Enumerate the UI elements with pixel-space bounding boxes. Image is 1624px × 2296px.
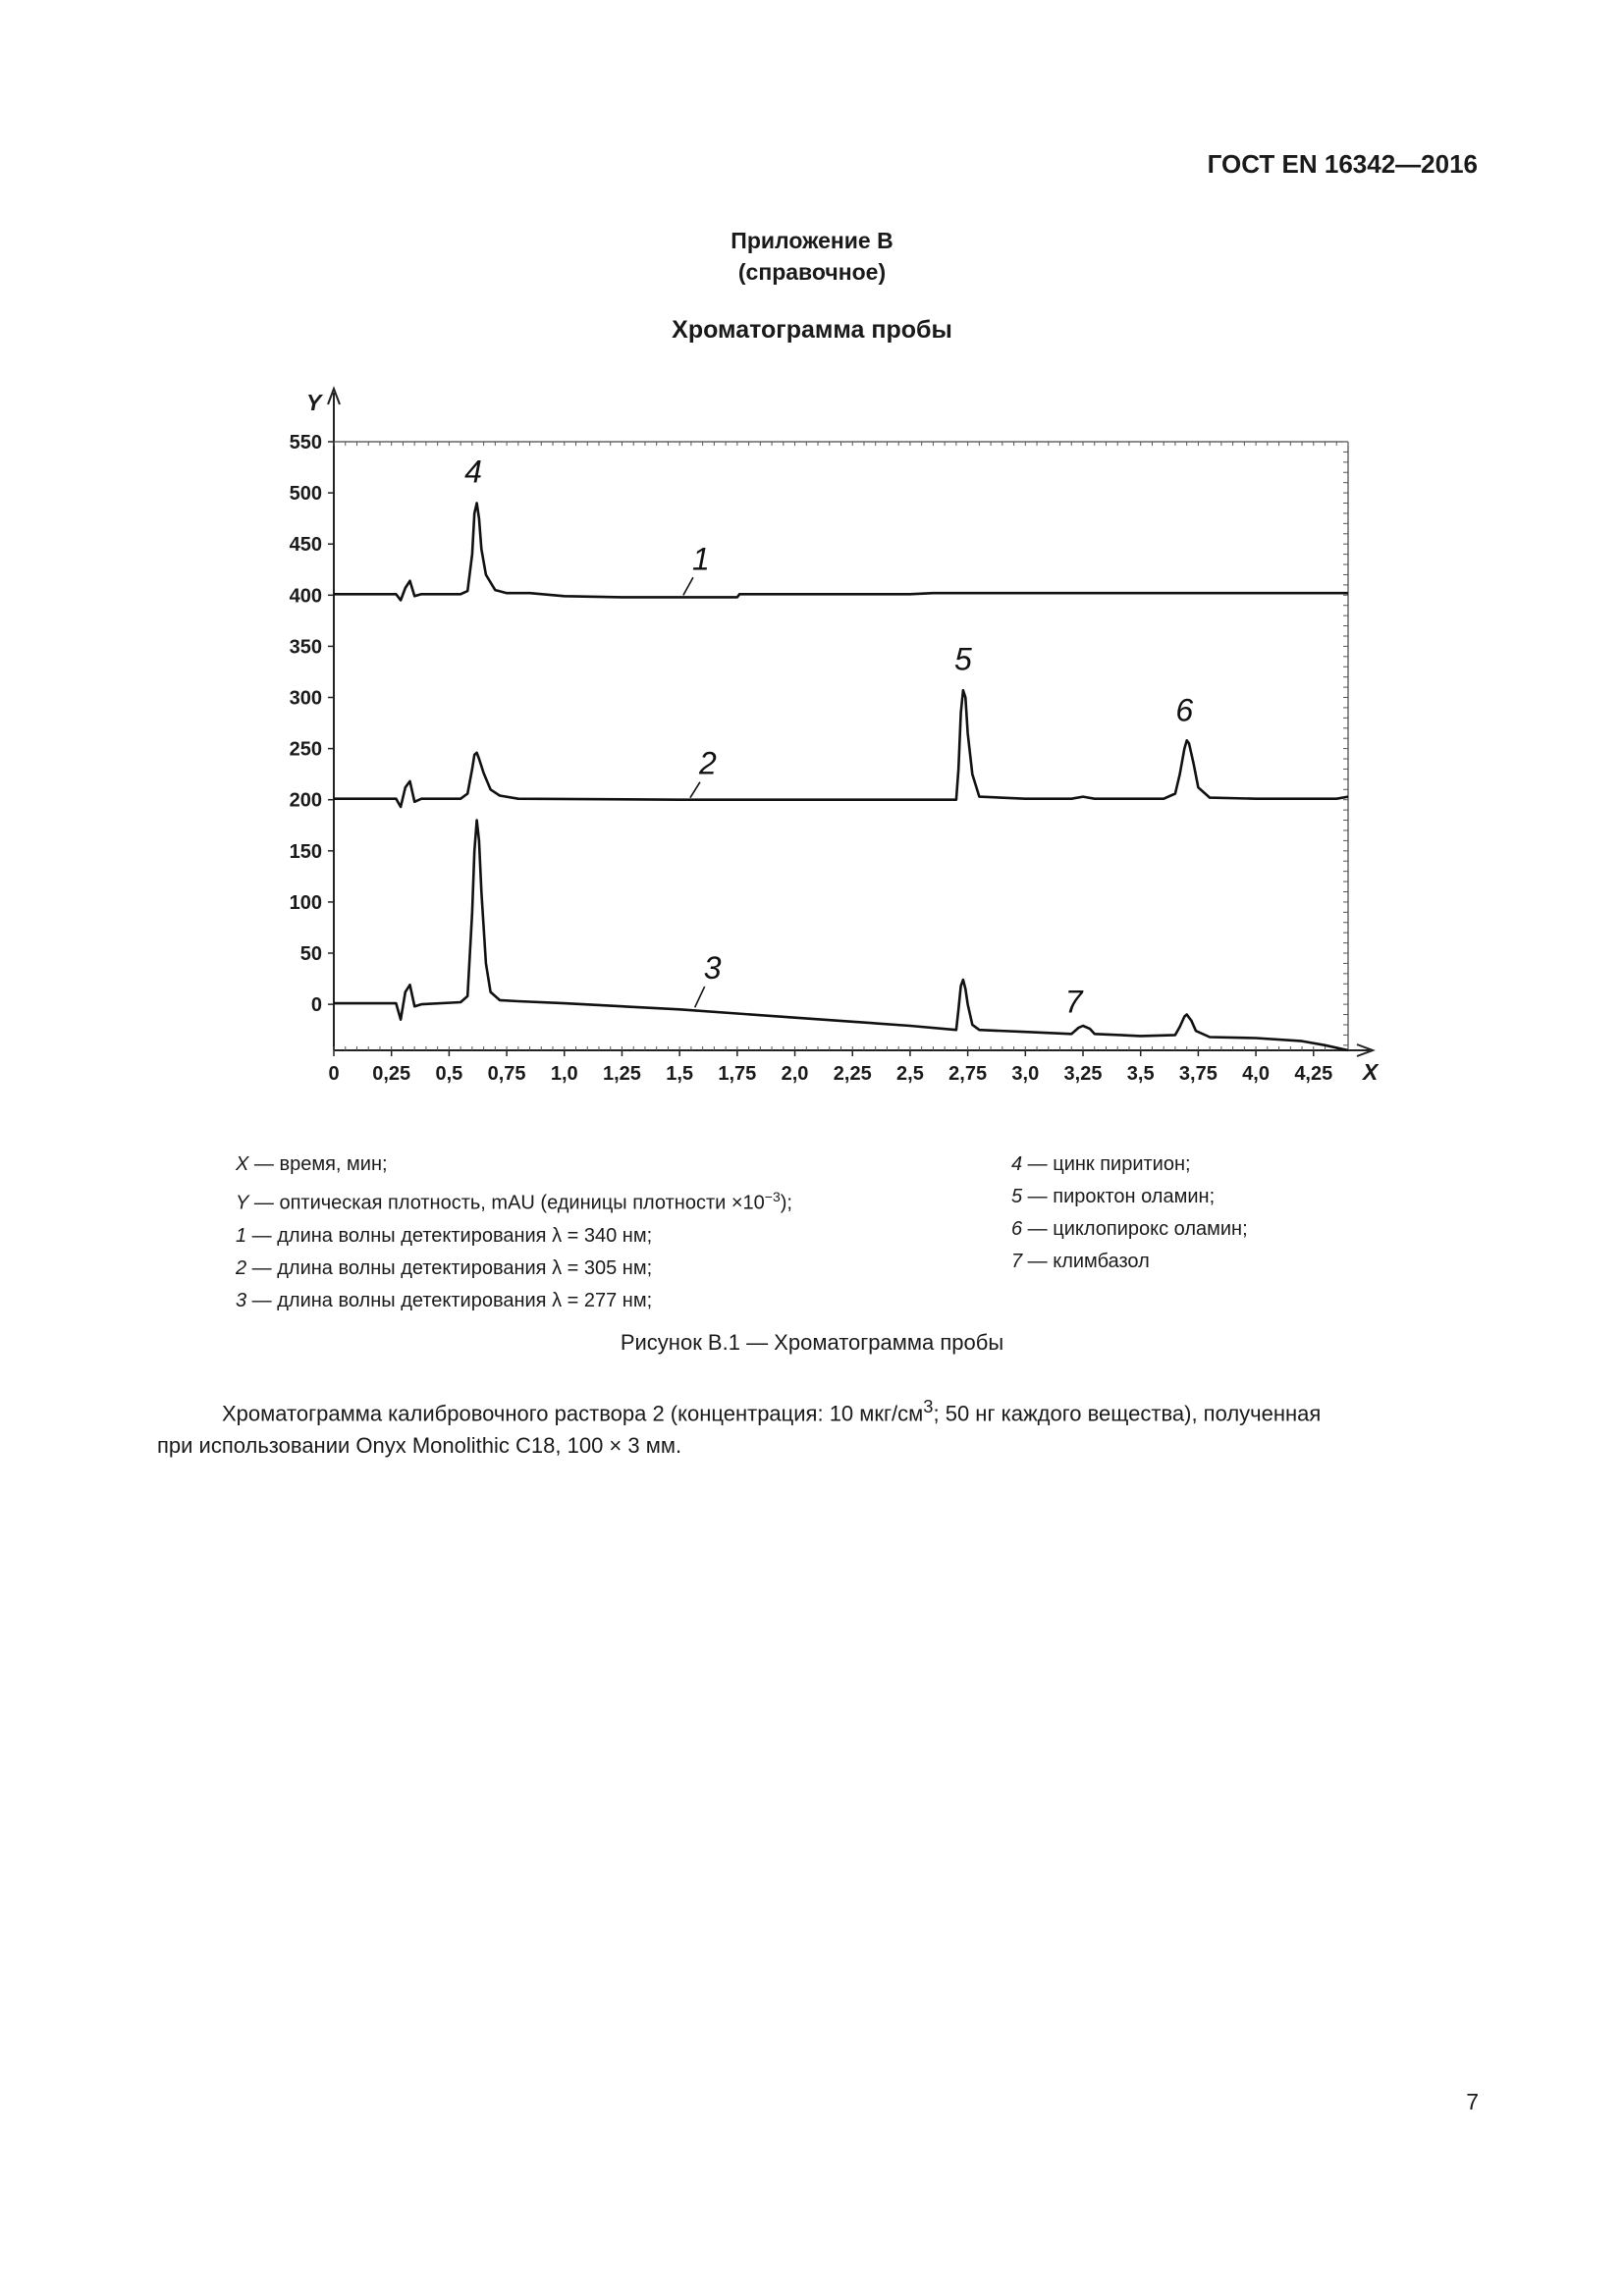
legend-key: 1 [236, 1224, 247, 1247]
series-leader-3 [695, 987, 705, 1007]
y-tick-label: 300 [289, 687, 322, 710]
x-tick-label: 3,0 [1011, 1063, 1040, 1085]
legend-left [236, 1148, 792, 1317]
figure-title: Хроматограмма пробы [672, 316, 952, 344]
legend-right [1011, 1148, 1248, 1278]
legend-right-row [1011, 1246, 1248, 1278]
legend-text: — время, мин; [248, 1153, 388, 1175]
x-tick-label: 4,25 [1294, 1063, 1333, 1085]
legend-text: — оптическая плотность, mAU (единицы плотности ×10 [248, 1192, 765, 1214]
legend-text: — пироктон оламин; [1022, 1186, 1216, 1207]
x-tick-label: 1,5 [666, 1063, 694, 1085]
x-tick-label: 3,75 [1178, 1063, 1218, 1085]
peak-label-5: 5 [954, 641, 972, 677]
legend-tail: ); [780, 1192, 792, 1214]
legend-key: 4 [1011, 1153, 1023, 1175]
y-tick-label: 250 [289, 738, 322, 761]
series-label-1: 1 [691, 541, 710, 577]
x-tick-label: 2,25 [833, 1063, 872, 1085]
figure-caption: Рисунок В.1 — Хроматограмма пробы [620, 1330, 1004, 1355]
page-number: 7 [1466, 2089, 1479, 2114]
x-tick-label: 4,0 [1242, 1063, 1270, 1085]
x-tick-label: 1,0 [550, 1063, 578, 1085]
legend-left-row [236, 1285, 792, 1317]
legend-text: — длина волны детектирования λ = 305 нм; [246, 1256, 653, 1279]
series-label-2: 2 [699, 745, 717, 781]
x-axis-label: X [1363, 1059, 1379, 1085]
y-tick-label: 450 [289, 534, 322, 557]
legend-right-row [1011, 1181, 1248, 1213]
legend-key: Y [236, 1192, 249, 1214]
legend-left-row [236, 1181, 792, 1220]
x-tick-label: 2,0 [781, 1063, 809, 1085]
body-paragraph [157, 1390, 1480, 1462]
chromatogram-chart [0, 373, 1624, 1099]
x-tick-label: 0,5 [435, 1063, 463, 1085]
x-tick-label: 2,5 [896, 1063, 924, 1085]
series-line-1 [334, 504, 1348, 601]
legend-key: 7 [1011, 1251, 1023, 1272]
series-leader-1 [683, 577, 693, 595]
y-tick-label: 200 [289, 789, 322, 812]
legend-right-row [1011, 1213, 1248, 1246]
y-tick-label: 0 [310, 994, 322, 1017]
legend-right-row [1011, 1148, 1248, 1181]
legend-key: 5 [1011, 1186, 1023, 1207]
paragraph-part1: Хроматограмма калибровочного раствора 2 (концентрация: 10 мкг/см [222, 1401, 924, 1426]
annex-subtitle: (справочное) [737, 259, 887, 285]
legend-left-row [236, 1253, 792, 1285]
legend-text: — цинк пиритион; [1022, 1153, 1191, 1175]
y-tick-label: 150 [289, 840, 322, 863]
y-tick-label: 500 [289, 483, 322, 506]
peak-label-7: 7 [1064, 984, 1083, 1020]
legend-left-row [236, 1220, 792, 1253]
paragraph-part2: ; 50 нг каждого вещества), полученная [933, 1401, 1322, 1426]
series-label-3: 3 [703, 950, 722, 987]
legend-superscript: −3 [764, 1189, 781, 1204]
y-tick-label: 350 [289, 636, 322, 659]
paragraph-superscript: 3 [923, 1396, 934, 1416]
x-tick-label: 3,5 [1126, 1063, 1155, 1085]
y-tick-label: 100 [289, 891, 322, 914]
x-tick-label: 0 [328, 1063, 340, 1085]
y-tick-label: 50 [299, 943, 322, 966]
annex-title: Приложение В [731, 228, 893, 253]
y-tick-label: 550 [289, 432, 322, 454]
legend-text: — длина волны детектирования λ = 277 нм; [246, 1289, 653, 1311]
legend-key: 6 [1011, 1218, 1023, 1240]
legend-left-row [236, 1148, 792, 1181]
x-tick-label: 1,25 [602, 1063, 641, 1085]
legend-key: X [236, 1153, 249, 1175]
legend-text: — климбазол [1022, 1251, 1150, 1272]
peak-label-4: 4 [464, 454, 482, 490]
legend-key: 3 [236, 1289, 247, 1311]
x-tick-label: 0,75 [487, 1063, 526, 1085]
series-line-3 [334, 821, 1348, 1051]
standard-designation: ГОСТ EN 16342—2016 [1207, 149, 1478, 179]
series-line-2 [334, 690, 1348, 807]
paragraph-line2: при использовании Onyx Monolithic C18, 100 × 3 мм. [157, 1433, 682, 1459]
y-axis-label: Y [306, 390, 322, 415]
series-leader-2 [690, 782, 700, 798]
x-tick-label: 0,25 [372, 1063, 411, 1085]
peak-label-6: 6 [1175, 692, 1194, 728]
legend-text: — циклопирокс оламин; [1022, 1218, 1248, 1240]
x-tick-label: 1,75 [718, 1063, 757, 1085]
x-tick-label: 2,75 [948, 1063, 988, 1085]
y-tick-label: 400 [289, 585, 322, 608]
legend-key: 2 [236, 1256, 247, 1279]
x-tick-label: 3,25 [1063, 1063, 1103, 1085]
legend-text: — длина волны детектирования λ = 340 нм; [246, 1224, 653, 1247]
